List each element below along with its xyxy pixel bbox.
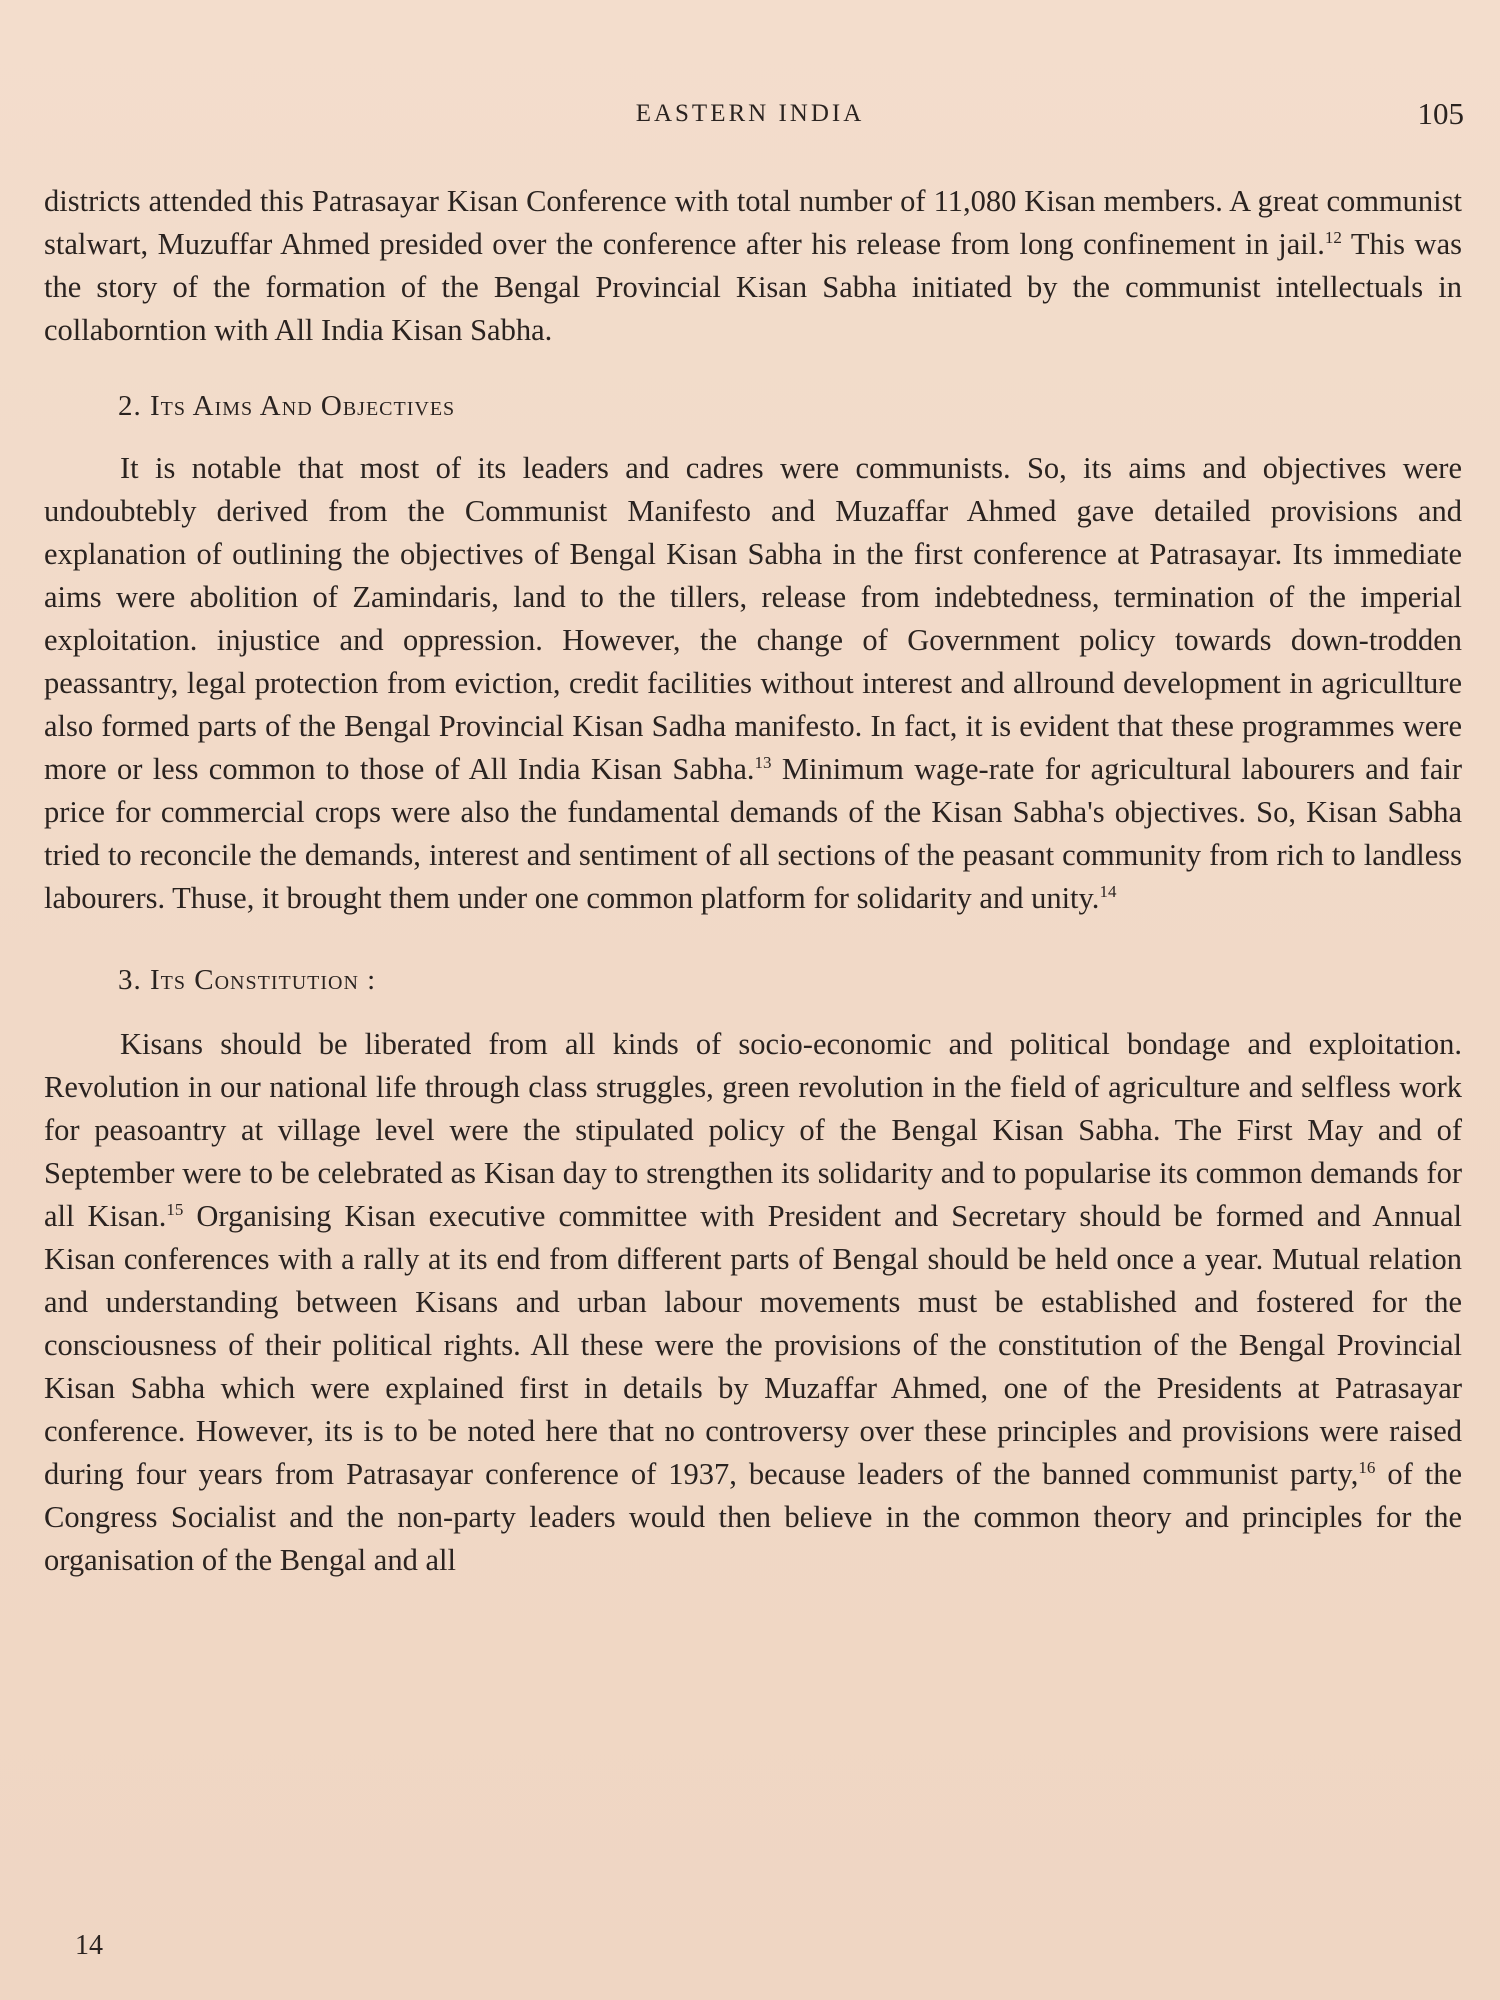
signature-mark: 14 bbox=[75, 1930, 103, 1961]
footnote-ref-16: 16 bbox=[1358, 1457, 1376, 1477]
intro-paragraph bbox=[44, 180, 1462, 352]
section-heading-aims: 2. Its Aims And Objectives bbox=[118, 390, 456, 422]
aims-text-b: Minimum wage-rate for agricultural labourers and fair price for commercial crops were also the fundamental demands of the Kisan Sabha's objectives. So, Kisan Sabha tried to reconcile the demands, interest and sentiment of all sections of the peasant community from rich to landless labourers. Thuse, it brought them under one common platform for solidarity and unity. bbox=[44, 752, 1462, 915]
constitution-text-b: Organising Kisan executive committee with President and Secretary should be formed and Annual Kisan conferences with a rally at its end from different parts of Bengal should be held once a year. Mutual relation and understanding between Kisans and urban labour movements must be established and fostered for the consciousness of their political rights. All these were the provisions of the constitution of the Bengal Provincial Kisan Sabha which were explained first in details by Muzaffar Ahmed, one of the Presidents at Patrasayar conference. However, its is to be noted here that no controversy over these principles and provisions were raised during four years from Patrasayar conference of 1937, because leaders of the banned communist party, bbox=[44, 1199, 1462, 1491]
footnote-ref-12: 12 bbox=[1324, 227, 1342, 247]
footnote-ref-14: 14 bbox=[1099, 881, 1117, 901]
aims-text-a: It is notable that most of its leaders and cadres were communists. So, its aims and objectives were undoubtebly derived from the Communist Manifesto and Muzaffar Ahmed gave detailed provisions and explanation of outlining the objectives of Bengal Kisan Sabha in the first conference at Patrasayar. Its immediate aims were abolition of Zamindaris, land to the tillers, release from indebtedness, termination of the imperial exploitation. injustice and oppression. However, the change of Government policy towards down-trodden peassantry, legal protection from eviction, credit facilities without interest and allround development in agricullture also formed parts of the Bengal Provincial Kisan Sadha manifesto. In fact, it is evident that these programmes were more or less common to those of All India Kisan Sabha. bbox=[44, 451, 1462, 786]
page-number: 105 bbox=[1417, 96, 1464, 131]
constitution-text-a: Kisans should be liberated from all kinds of socio-economic and political bondage and exploitation. Revolution in our national life through class struggles, green revolution in the field of agriculture and selfless work for peasoantry at village level were the stipulated policy of the Bengal Kisan Sabha. The First May and of September were to be celebrated as Kisan day to strengthen its solidarity and to popularise its common demands for all Kisan. bbox=[44, 1027, 1462, 1233]
intro-text-b: This was the story of the formation of the Bengal Provincial Kisan Sabha initiated by the communist intellectuals in collaborntion with All India Kisan Sabha. bbox=[44, 227, 1462, 347]
constitution-paragraph bbox=[44, 1023, 1462, 1582]
intro-text-a: districts attended this Patrasayar Kisan Conference with total number of 11,080 Kisan members. A great communist stalwart, Muzuffar Ahmed presided over the conference after his release from long confinement in jail. bbox=[44, 184, 1462, 261]
footnote-ref-15: 15 bbox=[166, 1199, 184, 1219]
aims-paragraph bbox=[44, 447, 1462, 920]
section-heading-constitution: 3. Its Constitution : bbox=[118, 964, 377, 996]
page-body bbox=[44, 180, 1462, 1582]
constitution-text-c: of the Congress Socialist and the non-party leaders would then believe in the common theory and principles for the organisation of the Bengal and all bbox=[44, 1457, 1463, 1577]
running-head: EASTERN INDIA bbox=[635, 100, 865, 127]
footnote-ref-13: 13 bbox=[754, 752, 772, 772]
